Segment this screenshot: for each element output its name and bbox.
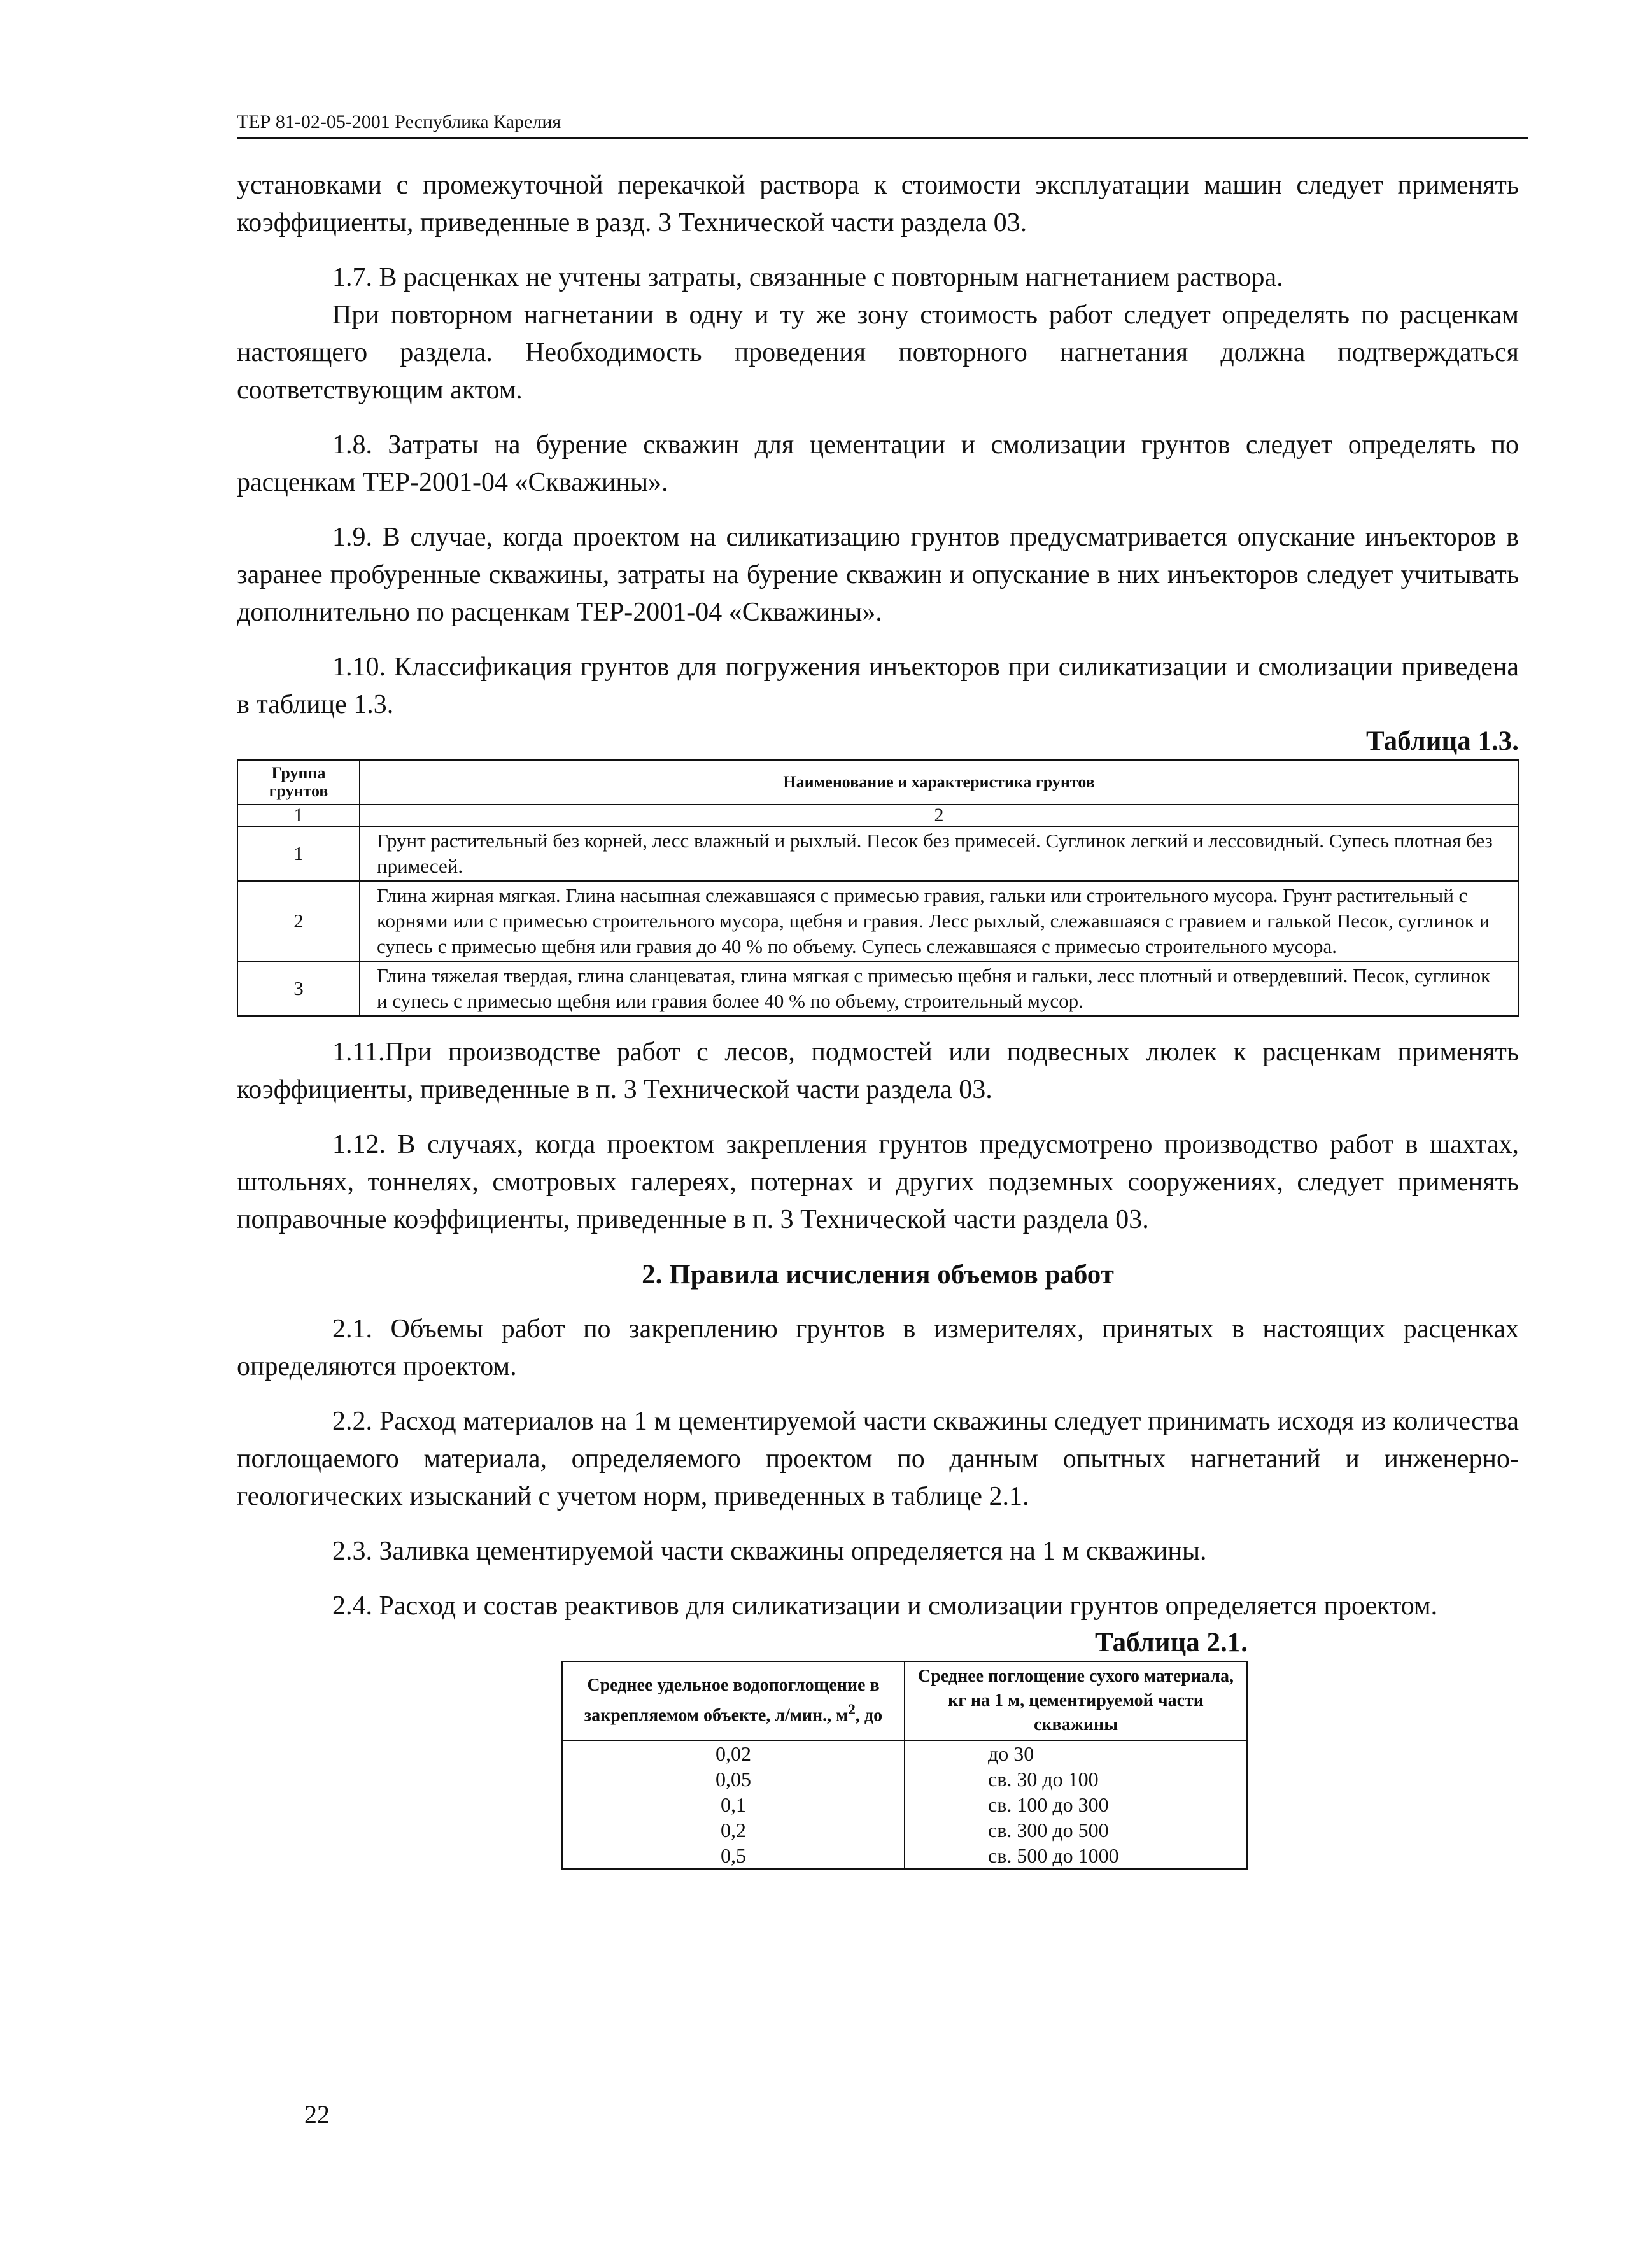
table-header-description: Наименование и характеристика грунтов [360,760,1518,805]
column-index: 1 [237,805,360,826]
table-row [237,881,1518,961]
absorption-table [561,1661,1248,1870]
absorption-value: 0,1 [562,1792,905,1817]
column-index: 2 [360,805,1518,826]
body-text [237,167,1519,1870]
absorption-value: 0,5 [562,1843,905,1870]
table-row [562,1792,1247,1817]
table-row [237,826,1518,881]
soil-description: Грунт растительный без корней, лесс влажный и рыхлый. Песок без примесей. Суглинок легкий и лессовидный. Супесь плотная без примесей. [360,826,1518,881]
material-value: св. 30 до 100 [905,1766,1247,1792]
paragraph-2-2: 2.2. Расход материалов на 1 м цементируемой части скважины следует принимать исходя из количества поглощаемого материала, определяемого проектом по данным опытных нагнетаний и инженерно-геологических изысканий с учетом норм, приведенных в таблице 2.1. [237,1407,1519,1511]
paragraph-1-10: 1.10. Классификация грунтов для погружения инъекторов при силикатизации и смолизации приведена в таблице 1.3. [237,652,1519,719]
soil-group: 2 [237,881,360,961]
paragraph: При повторном нагнетании в одну и ту же зону стоимость работ следует определять по расценкам настоящего раздела. Необходимость проведения повторного нагнетания должна подтверждаться соответствующим актом. [237,300,1519,405]
table-header-group: Группа грунтов [237,760,360,805]
page-number: 22 [304,2100,330,2129]
soil-description: Глина тяжелая твердая, глина сланцеватая, глина мягкая с примесью щебня и гальки, лесс плотный и отвердевший. Песок, суглинок и супесь с примесью щебня или гравия более 40 % по объему, строительный мусор. [360,961,1518,1016]
table-caption-2-1: Таблица 2.1. [1095,1628,1248,1658]
absorption-value: 0,02 [562,1740,905,1766]
soil-group: 3 [237,961,360,1016]
paragraph-2-3: 2.3. Заливка цементируемой части скважины определяется на 1 м скважины. [332,1537,1207,1566]
soil-description: Глина жирная мягкая. Глина насыпная слежавшаяся с примесью гравия, гальки или строительного мусора. Грунт растительный с корнями или с примесью строительного мусора, щебня и гравия. Лесс рыхлый, слежавшаяся с гравием и галькой Песок, суглинок и супесь с примесью щебня или гравия до 40 % по объему. Супесь слежавшаяся с примесью строительного мусора. [360,881,1518,961]
material-value: св. 500 до 1000 [905,1843,1247,1870]
paragraph-2-1: 2.1. Объемы работ по закреплению грунтов в измерителях, принятых в настоящих расценках определяются проектом. [237,1314,1519,1381]
paragraph-1-7: 1.7. В расценках не учтены затраты, связанные с повторным нагнетанием раствора. [332,263,1283,292]
table-row [562,1766,1247,1792]
paragraph-1-11: 1.11.При производстве работ с лесов, подмостей или подвесных люлек к расценкам применять коэффициенты, приведенные в п. 3 Технической части раздела 03. [237,1038,1519,1104]
material-value: св. 300 до 500 [905,1817,1247,1843]
absorption-value: 0,05 [562,1766,905,1792]
absorption-value: 0,2 [562,1817,905,1843]
soil-classification-table [237,759,1519,1017]
section-title: 2. Правила исчисления объемов работ [642,1260,1114,1290]
table-row [562,1817,1247,1843]
paragraph: установками с промежуточной перекачкой раствора к стоимости эксплуатации машин следует применять коэффициенты, приведенные в разд. 3 Технической части раздела 03. [237,171,1519,237]
table-row [562,1740,1247,1766]
table-row [562,1843,1247,1870]
material-value: св. 100 до 300 [905,1792,1247,1817]
paragraph-2-4: 2.4. Расход и состав реактивов для силикатизации и смолизации грунтов определяется проектом. [332,1591,1438,1621]
table-header-material-absorption: Среднее поглощение сухого материала, кг на 1 м, цементируемой части скважины [905,1661,1247,1740]
material-value: до 30 [905,1740,1247,1766]
table-header-water-absorption: Среднее удельное водопоглощение в закрепляемом объекте, л/мин., $м^2$, до [562,1661,905,1740]
table-caption-1-3: Таблица 1.3. [1366,726,1519,756]
paragraph-1-12: 1.12. В случаях, когда проектом закрепления грунтов предусмотрено производство работ в шахтах, штольнях, тоннелях, смотровых галереях, потернах и других подземных сооружениях, следует применять поправочные коэффициенты, приведенные в п. 3 Технической части раздела 03. [237,1130,1519,1234]
paragraph-1-9: 1.9. В случае, когда проектом на силикатизацию грунтов предусматривается опускание инъекторов в заранее пробуренные скважины, затраты на бурение скважин и опускание в них инъекторов следует учитывать дополнительно по расценкам ТЕР-2001-04 «Скважины». [237,523,1519,627]
table-row [237,961,1518,1016]
paragraph-1-8: 1.8. Затраты на бурение скважин для цементации и смолизации грунтов следует определять по расценкам ТЕР-2001-04 «Скважины». [237,430,1519,497]
soil-group: 1 [237,826,360,881]
running-header: ТЕР 81-02-05-2001 Республика Карелия [237,111,1528,139]
table-2-1-block [237,1625,1519,1870]
